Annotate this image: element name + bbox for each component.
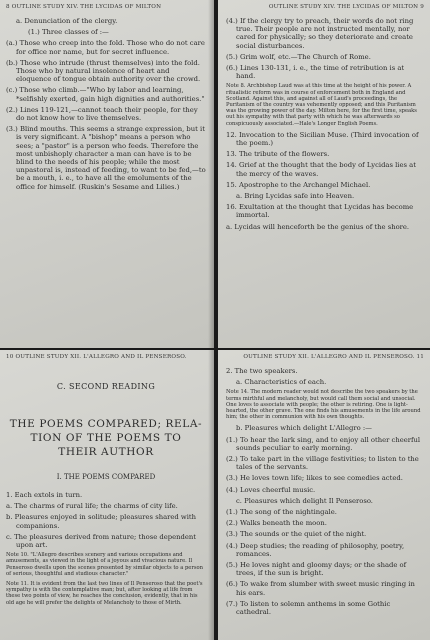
outline-line: (1.) The song of the nightingale. (226, 508, 337, 517)
outline-list (226, 17, 424, 80)
outline-line: b. Pleasures which delight L'Allegro :— (236, 424, 372, 433)
outline-line: (4.) If the clergy try to preach, their words do not ring true. Their people are not instructed mentally, nor cared for physically; so they deteriorate and create social disturbances. (226, 17, 414, 50)
outline-line: a. The charms of rural life; the charms of city life. (6, 502, 178, 511)
outline-line: c. The pleasures derived from nature; those dependent upon art. (6, 532, 196, 550)
page-11 (218, 350, 430, 640)
outline-line: (3.) Blind mouths. This seems a strange expression, but it is very significant. A "bishop" means a person who sees; a "pastor" is a person who feeds. Therefore the most unbishoply character a man can have is to be blind to the needs of his people; while the most unpastoral is, instead of feeding, to want to be fed,—to be a mouth, i. e., to have all the emoluments of the office for himself. (Ruskin's Sesame and Lilies.) (6, 125, 206, 191)
footnote: Note 11. It is evident from the last two lines of Il Penseroso that the poet's sympathy is with the contemplative man; but, after looking at life from these two points of view, he reaches the conclusion, evidently, that in his old age he will prefer the delights of Melancholy to those of Mirth. (6, 581, 203, 606)
footnote: Note 8. Archbishop Laud was at this time at the height of his power. A ritualistic reform was in course of enforcement both in England and Scotland. Against this, and against all of Laud's proceedings, the Puritanism of the country was vehemently opposed; and this Puritanism was the growing power of the day. Milton here, for the first time, speaks out his sympathy with that party with which he was afterwards so conspicuously associated.—Hale's Longer English Poems. (226, 83, 417, 127)
chapter-title-line: TION OF THE POEMS TO (30, 432, 182, 444)
outline-line: c. Pleasures which delight Il Penseroso. (236, 496, 373, 505)
outline-line: (4.) Deep studies; the reading of philosophy, poetry, romances. (226, 541, 405, 558)
outline-list (6, 17, 206, 191)
outline-line: (4.) Loves cheerful music. (226, 485, 316, 494)
outline-line: (2.) To take part in the village festivities; to listen to the tales of the servants. (226, 455, 419, 472)
subheading: I. THE POEMS COMPARED (56, 473, 156, 481)
footnote: Note 14. The modern reader would not describe the two speakers by the terms mirthful and melancholy, but would call them social and unsocial. One loves to associate with people; the other is retiring. One is light-hearted, the other grave. The one finds his amusements in the life around him; the other in communion with his own thoughts. (226, 389, 421, 421)
page-header: 8 OUTLINE STUDY XIV. THE LYCIDAS OF MILTON (6, 4, 162, 10)
outline-list (226, 424, 424, 616)
page-header: OUTLINE STUDY XIV. THE LYCIDAS OF MILTON 9 (268, 4, 424, 10)
outline-line: (1.) To hear the lark sing, and to enjoy all other cheerful sounds peculiar to early morning. (226, 435, 421, 452)
outline-line: (3.) The sounds or the quiet of the night. (226, 530, 367, 539)
outline-line: (1.) Three classes of :— (28, 28, 109, 37)
chapter-title-line: THEIR AUTHOR (58, 446, 154, 458)
outline-line: 1. Each extols in turn. (6, 491, 83, 499)
outline-line: (6.) Lines 130-131, i. e., the time of retribution is at hand. (226, 64, 405, 81)
outline-line: (6.) To wake from slumber with sweet music ringing in his ears. (226, 580, 415, 597)
outline-line: 14. Grief at the thought that the body of Lycidas lies at the mercy of the waves. (226, 161, 416, 178)
page-10 (0, 350, 214, 640)
outline-line: 15. Apostrophe to the Archangel Michael. (226, 180, 371, 189)
outline-line: (2.) Walks beneath the moon. (226, 519, 327, 528)
outline-line: (2.) Lines 119-121,—cannot teach their people, for they do not know how to live themselves. (6, 105, 198, 123)
binding-shadow (208, 0, 214, 348)
outline-list (226, 367, 424, 386)
outline-line: (5.) He loves night and gloomy days; or the shade of trees, if the sun is bright. (226, 561, 407, 578)
outline-line: (b.) Those who intrude (thrust themselves) into the fold. Those who by natural insolence of heart and eloquence of tongue obtain authority over the crowd. (6, 58, 201, 84)
footnote: Note 10. "L'Allegro describes scenery and various occupations and amusements, as viewed in the light of a joyous and vivacious nature. Il Penseroso dwells upon the scenes presented by similar objects to a person of serious, thoughtful and studious character." (6, 552, 203, 577)
outline-line: (3.) He loves town life; likes to see comedies acted. (226, 474, 403, 483)
section-heading: C. SECOND READING (56, 382, 156, 391)
outline-line: 2. The two speakers. (226, 367, 298, 375)
outline-line: a. Bring Lycidas safe into Heaven. (236, 192, 355, 201)
outline-line: a. Denunciation of the clergy. (16, 17, 118, 25)
outline-line: (c.) Those who climb.—"Who by labor and learning, *selfishly exerted, gain high dignities and authorities." (6, 86, 205, 103)
outline-line: (a.) Those who creep into the fold. Those who do not care for office nor name, but for secret influence. (6, 39, 205, 56)
outline-line: 12. Invocation to the Sicilian Muse. (Third invocation of the poem.) (226, 130, 419, 148)
page-8 (0, 0, 214, 348)
outline-line: b. Pleasures enjoyed in solitude; pleasures shared with companions. (6, 513, 197, 530)
outline-list (6, 491, 206, 549)
outline-line: a. Lycidas will henceforth be the genius of the shore. (226, 222, 410, 231)
page-9 (218, 0, 430, 348)
outline-line: 16. Exultation at the thought that Lycidas has become immortal. (226, 203, 414, 220)
page-header: OUTLINE STUDY XII. L'ALLEGRO AND IL PENSEROSO. 11 (243, 354, 424, 360)
page-header: 10 OUTLINE STUDY XII. L'ALLEGRO AND IL PENSEROSO. (6, 354, 187, 360)
binding-shadow (208, 350, 214, 640)
outline-line: a. Characteristics of each. (236, 378, 327, 387)
outline-line: 13. The tribute of the flowers. (226, 150, 330, 159)
outline-list (226, 131, 424, 231)
outline-line: (7.) To listen to solemn anthems in some Gothic cathedral. (226, 599, 391, 617)
outline-line: (5.) Grim wolf, etc.—The Church of Rome. (226, 52, 371, 61)
chapter-title-line: THE POEMS COMPARED; RELA- (9, 418, 203, 430)
